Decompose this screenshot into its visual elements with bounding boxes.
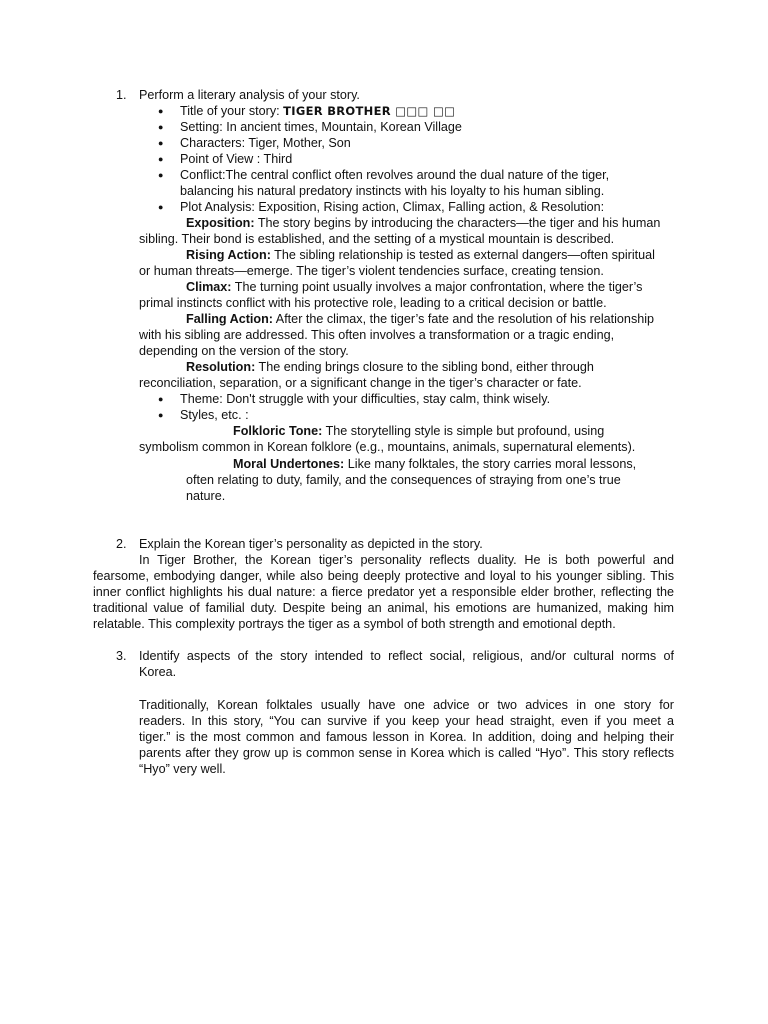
bullet-icon: ● [158, 170, 164, 180]
falling-label: Falling Action: [186, 312, 273, 326]
theme-item: Theme: Don't struggle with your difficulties, stay calm, think wisely. [180, 392, 551, 406]
exposition-line-2: sibling. Their bond is established, and the setting of a mystical mountain is described. [139, 232, 615, 246]
rising-line-2: or human threats—emerge. The tiger’s violent tendencies surface, creating tension. [139, 264, 604, 278]
q1-heading: Perform a literary analysis of your story. [139, 88, 360, 102]
folkloric-line-2: symbolism common in Korean folklore (e.g., mountains, animals, supernatural elements). [139, 440, 636, 454]
q2-heading: Explain the Korean tiger’s personality as depicted in the story. [139, 537, 483, 551]
q3-paragraph-line-2: readers. In this story, “You can survive if you keep your head straight, even if you meet a [139, 714, 674, 728]
story-title-line [180, 103, 455, 119]
exposition-label: Exposition: [186, 216, 255, 230]
bullet-icon: ● [158, 122, 164, 132]
folkloric-text: The storytelling style is simple but profound, using [322, 424, 605, 438]
moral-line-3: nature. [186, 489, 226, 503]
resolution-line-2: reconciliation, separation, or a significant change in the tiger’s character or fate. [139, 376, 582, 390]
q3-number: 3. [116, 649, 127, 663]
exposition-text: The story begins by introducing the characters—the tiger and his human [254, 216, 661, 230]
moral-line-1 [233, 456, 636, 472]
q3-paragraph-line-1: Traditionally, Korean folktales usually have one advice or two advices in one story for [139, 698, 674, 712]
bullet-icon: ● [158, 202, 164, 212]
falling-line-1 [186, 311, 654, 327]
moral-text: Like many folktales, the story carries moral lessons, [344, 457, 637, 471]
exposition-line-1 [186, 215, 660, 231]
q2-paragraph-line-2: fearsome, embodying danger, while also being deeply protective and loyal to his younger sibling. This [93, 569, 674, 583]
moral-line-2: often relating to duty, family, and the consequences of straying from one’s true [186, 473, 621, 487]
q2-number: 2. [116, 537, 127, 551]
folkloric-label: Folkloric Tone: [233, 424, 323, 438]
setting-item: Setting: In ancient times, Mountain, Korean Village [180, 120, 462, 134]
q3-paragraph-line-4: parents after they grow up is common sense in Korea which is called “Hyo”. This story reflects [139, 746, 674, 760]
conflict-line-2: balancing his natural predatory instincts with his loyalty to his human sibling. [180, 184, 605, 198]
falling-line-3: depending on the version of the story. [139, 344, 349, 358]
story-title-value: TIGER BROTHER [283, 104, 396, 118]
styles-item: Styles, etc. : [180, 408, 249, 422]
bullet-icon: ● [158, 154, 164, 164]
resolution-text: The ending brings closure to the sibling bond, either through [255, 360, 594, 374]
characters-item: Characters: Tiger, Mother, Son [180, 136, 351, 150]
bullet-icon: ● [158, 106, 164, 116]
story-title-label: Title of your story: [180, 104, 284, 118]
falling-text: After the climax, the tiger’s fate and the resolution of his relationship [272, 312, 655, 326]
folkloric-line-1 [233, 423, 604, 439]
q2-paragraph-line-5: relatable. This complexity portrays the tiger as a symbol of both strength and emotional depth. [93, 617, 616, 631]
resolution-line-1 [186, 359, 594, 375]
q3-heading-line-2: Korea. [139, 665, 177, 679]
q2-paragraph-line-3: inner conflict highlights his dual nature: a fierce predator yet a responsible elder brother, reflecting the [93, 585, 674, 599]
bullet-icon: ● [158, 410, 164, 420]
plot-item: Plot Analysis: Exposition, Rising action, Climax, Falling action, & Resolution: [180, 200, 605, 214]
rising-line-1 [186, 247, 655, 263]
conflict-line-1: Conflict:The central conflict often revolves around the dual nature of the tiger, [180, 168, 610, 182]
climax-line-1 [186, 279, 642, 295]
rising-label: Rising Action: [186, 248, 271, 262]
bullet-icon: ● [158, 138, 164, 148]
climax-line-2: primal instincts conflict with his protective role, leading to a critical decision or battle. [139, 296, 607, 310]
q3-heading-line-1: Identify aspects of the story intended to reflect social, religious, and/or cultural norms of [139, 649, 674, 663]
q2-paragraph-line-1: In Tiger Brother, the Korean tiger’s personality reflects duality. He is both powerful and [139, 553, 674, 567]
moral-label: Moral Undertones: [233, 457, 345, 471]
climax-text: The turning point usually involves a major confrontation, where the tiger’s [231, 280, 643, 294]
resolution-label: Resolution: [186, 360, 256, 374]
pov-item: Point of View : Third [180, 152, 293, 166]
climax-label: Climax: [186, 280, 232, 294]
bullet-icon: ● [158, 394, 164, 404]
q2-paragraph-line-4: traditional value of familial duty. Despite being an animal, his emotions are humanized, making him [93, 601, 674, 615]
q1-number: 1. [116, 88, 127, 102]
q3-paragraph-line-5: “Hyo” very well. [139, 762, 226, 776]
story-title-glyphs: □□□ □□ [395, 104, 456, 118]
falling-line-2: with his sibling are addressed. This often involves a transformation or a tragic ending, [139, 328, 615, 342]
rising-text: The sibling relationship is tested as external dangers—often spiritual [270, 248, 655, 262]
q3-paragraph-line-3: tiger.” is the most common and famous lesson in Korea. In addition, doing and helping their [139, 730, 674, 744]
